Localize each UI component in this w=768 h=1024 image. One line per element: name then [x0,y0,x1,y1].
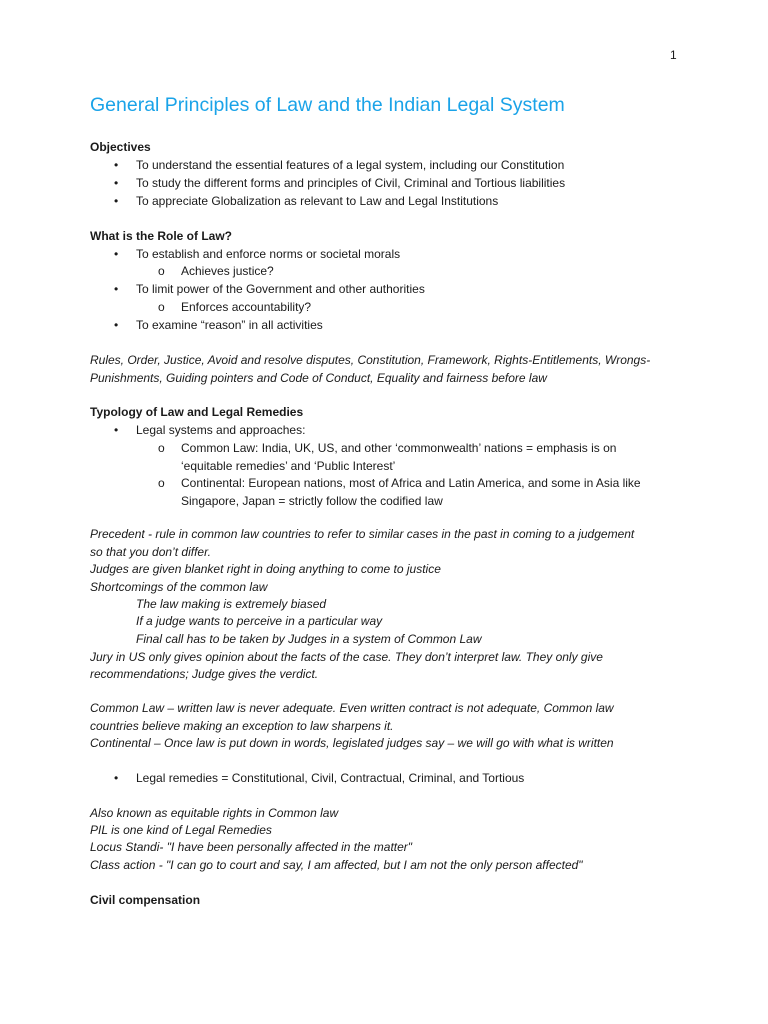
role-heading: What is the Role of Law? [90,229,233,243]
page-title: General Principles of Law and the Indian Legal System [90,94,565,116]
circle-bullet-icon: o [158,264,165,278]
objectives-heading: Objectives [90,140,151,154]
circle-bullet-icon: o [158,476,165,490]
note-line: PIL is one kind of Legal Remedies [90,823,272,837]
bullet-icon: • [114,423,119,437]
bullet-icon: • [114,158,119,172]
circle-bullet-icon: o [158,441,165,455]
bullet-icon: • [114,318,119,332]
note-line: Shortcomings of the common law [90,580,268,594]
bullet-icon: • [114,176,119,190]
note-line: Precedent - rule in common law countries to refer to similar cases in the past in coming to a judgement [90,527,635,541]
typology-subitem-cont: Singapore, Japan = strictly follow the codified law [181,494,443,508]
note-line: Common Law – written law is never adequate. Even written contract is not adequate, Common law [90,701,614,715]
note-line: countries believe making an exception to law sharpens it. [90,719,394,733]
note-line: recommendations; Judge gives the verdict. [90,667,319,681]
page-number: 1 [670,48,677,62]
bullet-icon: • [114,771,119,785]
civil-heading: Civil compensation [90,893,201,907]
note-line: Also known as equitable rights in Common law [90,806,339,820]
note-line: so that you don’t differ. [90,545,211,559]
bullet-icon: • [114,282,119,296]
note-line-indented: If a judge wants to perceive in a particular way [136,614,383,628]
bullet-icon: • [114,247,119,261]
keywords-line: Punishments, Guiding pointers and Code of Conduct, Equality and fairness before law [90,371,547,385]
bullet-icon: • [114,194,119,208]
typology-heading: Typology of Law and Legal Remedies [90,405,304,419]
note-line: Continental – Once law is put down in words, legislated judges say – we will go with what is written [90,736,614,750]
note-line: Judges are given blanket right in doing anything to come to justice [90,562,441,576]
typology-subitem-cont: ‘equitable remedies’ and ‘Public Interest’ [181,459,396,473]
note-line: Class action - "I can go to court and say, I am affected, but I am not the only person affected" [90,858,583,872]
keywords-line: Rules, Order, Justice, Avoid and resolve disputes, Constitution, Framework, Rights-Entitlements, Wrongs- [90,353,651,367]
note-line-indented: Final call has to be taken by Judges in a system of Common Law [136,632,482,646]
note-line: Locus Standi- "I have been personally affected in the matter" [90,840,413,854]
note-line: Jury in US only gives opinion about the facts of the case. They don’t interpret law. They only give [90,650,603,664]
circle-bullet-icon: o [158,300,165,314]
note-line-indented: The law making is extremely biased [136,597,327,611]
